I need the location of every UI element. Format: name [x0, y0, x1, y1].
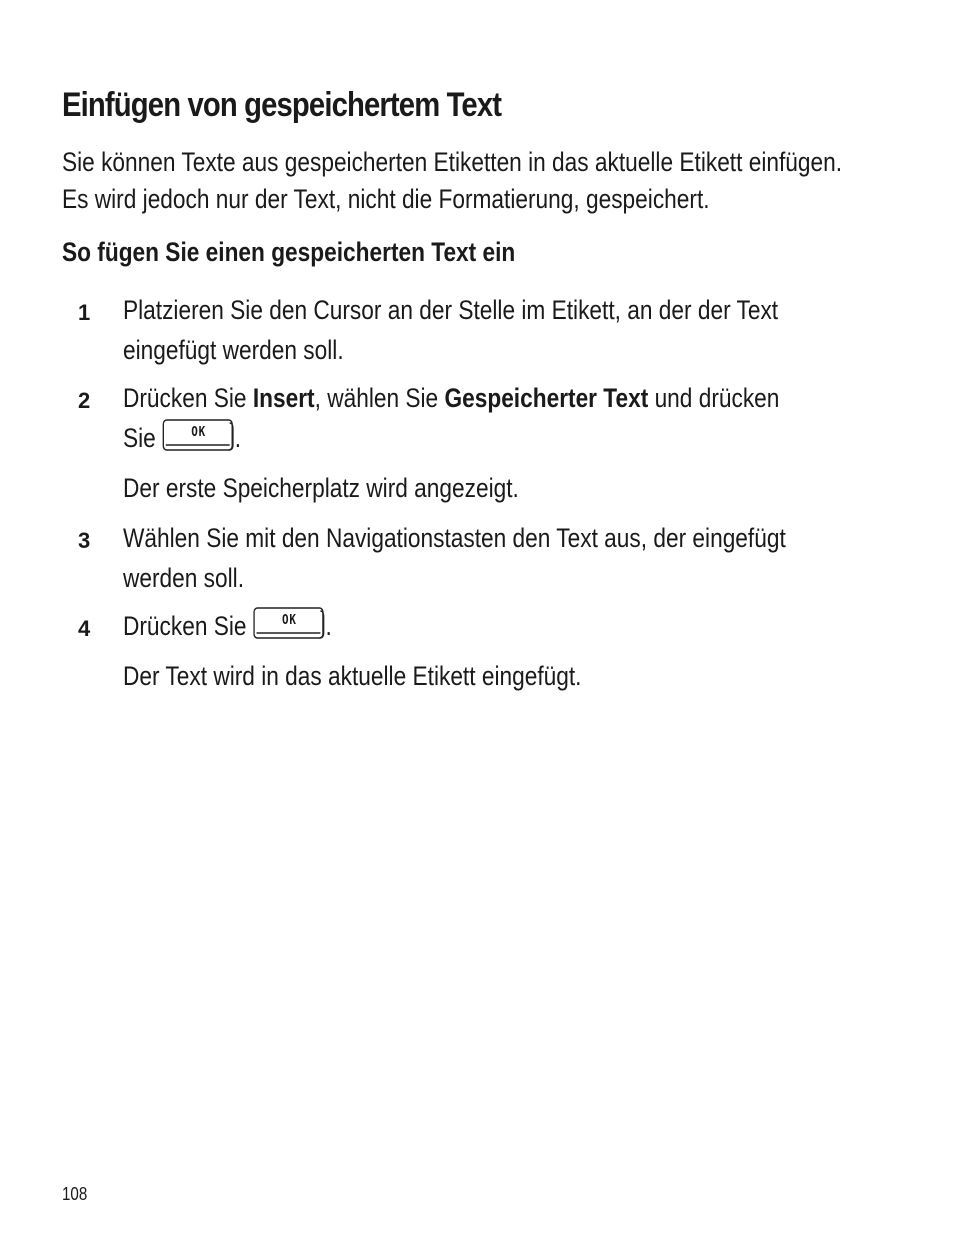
step-text-line: eingefügt werden soll. [123, 335, 344, 365]
intro-line-1: Sie können Texte aus gespeicherten Etiketten in das aktuelle Etikett einfügen. [62, 147, 843, 177]
section-subheading: So fügen Sie einen gespeicherten Text ein [62, 237, 516, 267]
page-title: Einfügen von gespeichertem Text [62, 86, 502, 124]
step-2 [62, 378, 882, 508]
step-text: . [325, 611, 332, 641]
insert-key-name: Insert [252, 383, 315, 413]
intro-paragraph [62, 144, 882, 218]
step-text: Drücken Sie [123, 611, 247, 641]
ok-key-icon [253, 607, 325, 641]
step-4 [62, 606, 882, 696]
step-text-line [123, 606, 761, 646]
step-list [62, 290, 882, 696]
step-text-line: werden soll. [123, 563, 245, 593]
ok-key-label: OK [191, 425, 207, 440]
step-number: 2 [78, 388, 91, 413]
step-text-line: Platzieren Sie den Cursor an der Stelle im Etikett, an der der Text [123, 295, 779, 325]
ok-key-icon [163, 419, 235, 453]
step-result-note: Der Text wird in das aktuelle Etikett eingefügt. [123, 661, 582, 691]
intro-line-2: Es wird jedoch nur der Text, nicht die Formatierung, gespeichert. [62, 184, 710, 214]
step-text: , wählen Sie [314, 383, 445, 413]
step-text: und drücken [648, 383, 780, 413]
step-text: Sie [123, 423, 156, 453]
step-text-line: Wählen Sie mit den Navigationstasten den Text aus, der eingefügt [123, 523, 786, 553]
step-1 [62, 290, 882, 370]
step-text-line [123, 378, 780, 418]
page-number: 108 [62, 1184, 88, 1204]
step-text: Drücken Sie [123, 383, 253, 413]
ok-key-label: OK [281, 613, 297, 628]
step-3 [62, 518, 882, 598]
menu-option-name: Gespeicherter Text [444, 383, 649, 413]
step-text: . [234, 423, 242, 453]
step-result-note: Der erste Speicherplatz wird angezeigt. [123, 473, 519, 503]
step-number: 1 [78, 300, 91, 325]
step-text-line [123, 418, 761, 458]
document-page [62, 84, 882, 704]
step-number: 3 [78, 528, 91, 553]
step-number: 4 [78, 616, 91, 641]
